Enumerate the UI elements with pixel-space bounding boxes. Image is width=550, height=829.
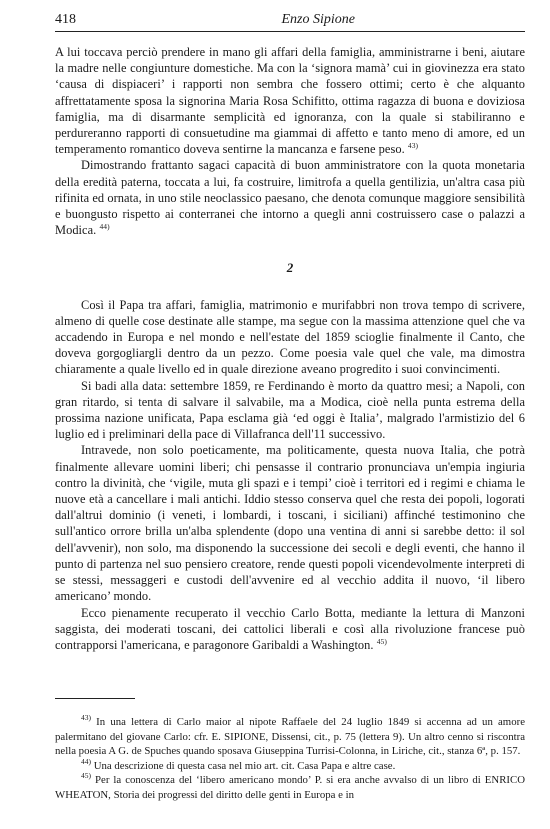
footnote-ref: 45) (376, 636, 387, 646)
running-header (55, 11, 525, 32)
paragraph: Dimostrando frattanto sagaci capacità di buon amministratore con la quota monetaria della eredità paterna, toccata a lui, fa costruire, limitrofa a quella gentilizia, un'altra casa più rifinita ed ornata, in uno stile neoclassico paesano, che denota comunque maggiore sensibilità e buongusto rispetto ai conterranei che intorno a quegli anni costruissero case o palazzi a Modica. $^{44)}$ (55, 158, 525, 238)
footnote: $^{43)}$ In una lettera di Carlo maior al nipote Raffaele del 24 luglio 1849 si accenna ad un amore palermitano del giovane Carlo: cfr. E. SIPIONE, Dissensi, cit., p. 75 (lettera 9). Un altro cenno si riscontra nella poesia A G. de Spuches quando sposava Giuseppina Turrisi-Colonna, in Liriche, cit., stanza 6ª, p. 157. (55, 713, 525, 758)
footnote-ref: 43) (407, 141, 419, 151)
book-page (55, 11, 525, 803)
footnote-divider (55, 698, 135, 699)
footnote-ref: 44) (99, 222, 110, 232)
section-number: 2 (286, 260, 294, 276)
running-title: Enzo Sipione (281, 12, 355, 27)
main-text (55, 44, 525, 653)
footnote: $^{45)}$ Per la conoscenza del ‘libero americano mondo’ P. si era anche avvalso di un libro di ENRICO WHEATON, Storia dei progressi del diritto delle genti in Europa e in (55, 771, 525, 802)
paragraph: Così il Papa tra affari, famiglia, matrimonio e murifabbri non trova tempo di scrivere, almeno di quelle cose destinate alle stampe, ma segue con la massima attenzione quel che va accadendo in Europa e nel mondo e nell'estate del 1859 scioglie finalmente il Canto, che doveva gorgogliargli dentro da un pezzo. Come poesia vale quel che vale, ma dimostra chiaramente a quale livello ed in quale direzione aveano progredito i suoi convincimenti. (55, 297, 525, 377)
paragraph: A lui toccava perciò prendere in mano gli affari della famiglia, amministrarne i beni, aiutare la madre nelle congiunture domestiche. Ma con la ‘signora mamà’ cui in giovinezza era stato ‘causa di dispiaceri’ i rapporti non sembra che fossero ottimi; certo è che alquanto affrettatamente sposa la signorina Maria Rosa Schifitto, ottima ragazza di buona e doviziosa famiglia, ma di disarmante semplicità ed ignoranza, con la quale si stabiliranno e perdureranno rapporti di consuetudine ma giammai di affetto e tanto meno di amore, ed un temperamento romantico doveva sentirne la mancanza e farsene peso. $^{43)}$ (55, 45, 525, 157)
page-number: 418 (55, 12, 76, 27)
paragraph: Intravede, non solo poeticamente, ma politicamente, questa nuova Italia, che potrà finalmente allevare uomini liberi; chi pensasse il contrario pronunciava un'empia ingiuria contro la divinità, che ‘vigile, muta gli spazi e i tempi’ cioè i territori ed i regimi e chiama le nuove età a cancellare i mali antichi. Iddio stesso conserva quel che resta dei popoli, logorati dall'altrui dominio (i veneti, i lombardi, i toscani, i siciliani) affinché testimonino che sull'antico orrore brilla un'alba splendente (dopo una ventina di anni si sarebbe detto: il sol dell'avvenir), non solo, ma disponendo la successione dei secoli e degli eventi, che hanno il punto di partenza nel suo pensiero creatore, rende questi popoli vicendevolmente interpreti di se stessi, messaggeri e custodi dell'avvenire ed al vecchio addita il nuovo, ‘il libero americano’ mondo. (55, 443, 525, 604)
paragraph: Si badi alla data: settembre 1859, re Ferdinando è morto da quattro mesi; a Napoli, con gran ritardo, si tenta di salvare il salvabile, ma a Modica, cioè nella punta estrema della prossima nazione unificata, Papa esclama già ‘ed oggi è Italia’, malgrado l'armistizio del 6 luglio ed i preliminari della pace di Villafranca dell'11 successivo. (55, 378, 525, 442)
paragraph: Ecco pienamente recuperato il vecchio Carlo Botta, mediante la lettura di Manzoni saggista, dei moderati toscani, dei cattolici liberali e così alla rivoluzione francese può contrapporsi l'americana, e paragonore Garibaldi a Washington. $^{45)}$ (55, 605, 525, 652)
footnotes (55, 715, 525, 803)
footnote: $^{44)}$ Una descrizione di questa casa nel mio art. cit. Casa Papa e altre case. (81, 756, 396, 772)
